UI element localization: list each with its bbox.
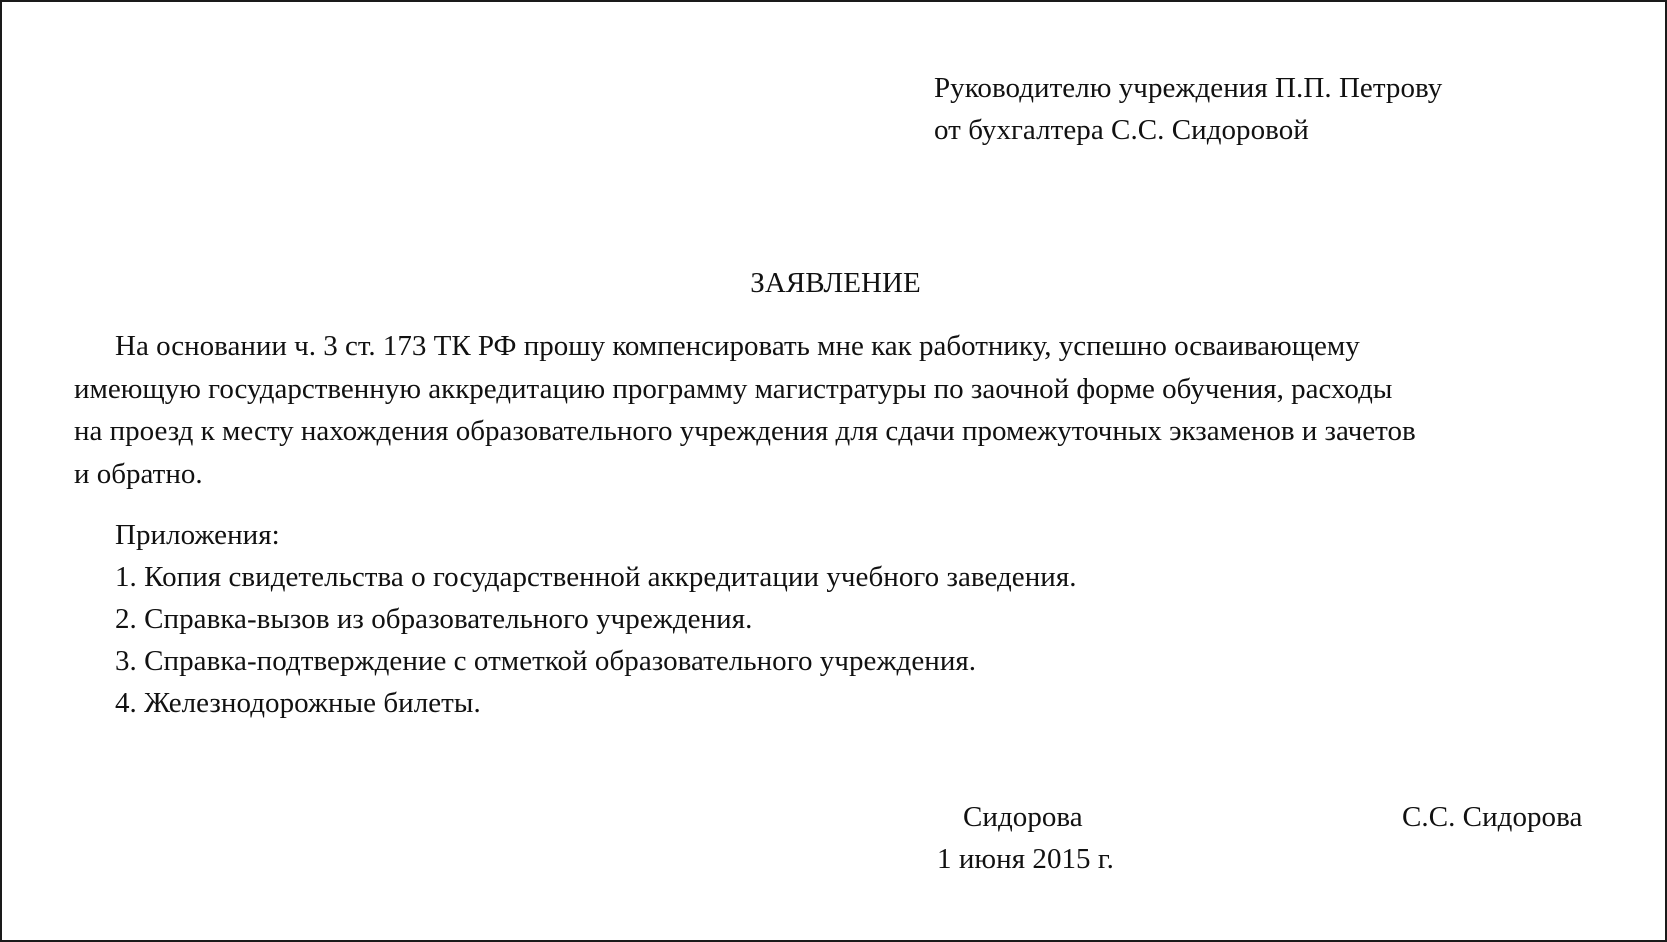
attachment-item-1: 1. Копия свидетельства о государственной аккредитации учебного заведения. (115, 561, 1077, 593)
attachments-title: Приложения: (115, 519, 280, 551)
paragraph-line-1: На основании ч. 3 ст. 173 ТК РФ прошу компенсировать мне как работнику, успешно осваивающему (115, 330, 1360, 362)
attachment-item-3: 3. Справка-подтверждение с отметкой образовательного учреждения. (115, 645, 977, 677)
signer-name: С.С. Сидорова (1402, 801, 1583, 833)
addressee-line-1: Руководителю учреждения П.П. Петрову (934, 72, 1443, 104)
signature: Сидорова (963, 801, 1083, 833)
document-date: 1 июня 2015 г. (937, 843, 1114, 875)
paragraph-line-4: и обратно. (74, 457, 203, 490)
paragraph-line-2: имеющую государственную аккредитацию программу магистратуры по заочной форме обучения, расходы (74, 372, 1393, 405)
paragraph-line-3: на проезд к месту нахождения образовательного учреждения для сдачи промежуточных экзаменов и зачетов (74, 415, 1416, 447)
document-title: ЗАЯВЛЕНИЕ (750, 267, 921, 299)
addressee-line-2: от бухгалтера С.С. Сидоровой (934, 114, 1309, 146)
attachment-item-4: 4. Железнодорожные билеты. (115, 687, 481, 719)
attachment-item-2: 2. Справка-вызов из образовательного учреждения. (115, 603, 753, 635)
